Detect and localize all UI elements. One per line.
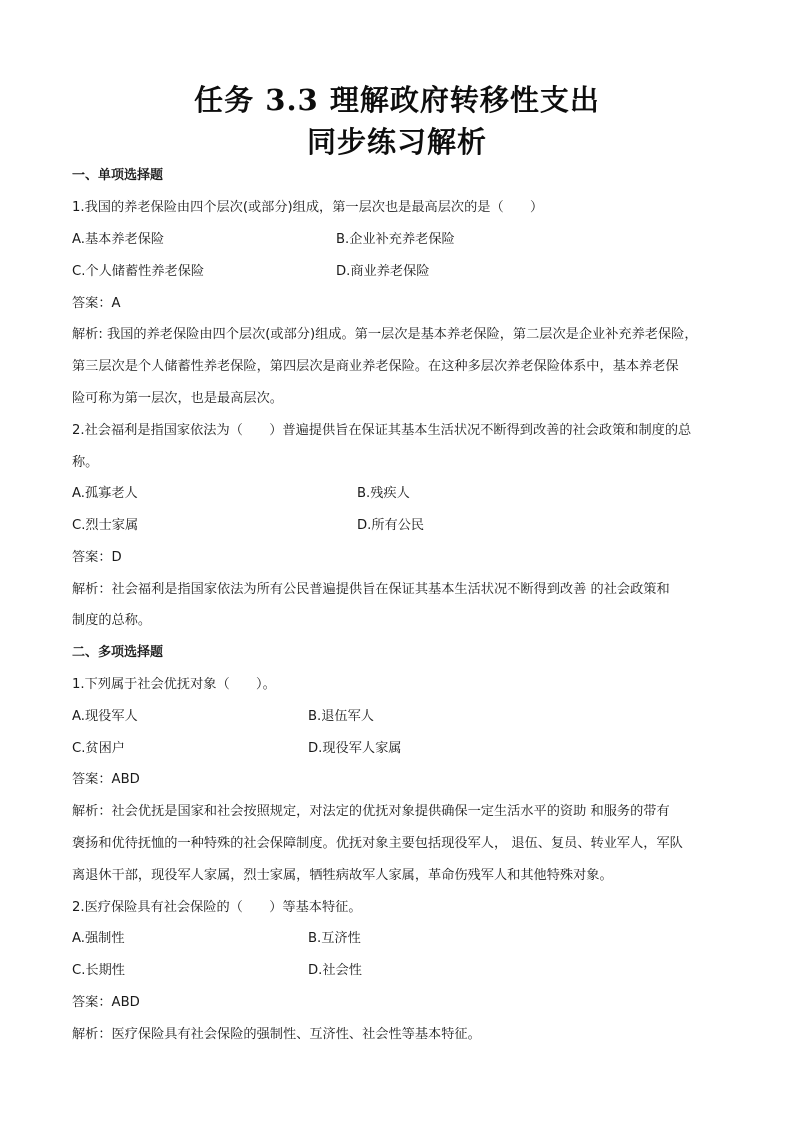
option-a: A.强制性: [72, 931, 125, 946]
option-d: D.现役军人家属: [308, 741, 402, 756]
analysis-line: 险可称为第一层次，也是最高层次。: [72, 391, 283, 406]
option-c: C.贫困户: [72, 741, 125, 756]
answer: 答案：D: [72, 550, 122, 565]
option-c: C.烈士家属: [72, 518, 139, 533]
analysis-line: 解析: 我国的养老保险由四个层次(或部分)组成。第一层次是基本养老保险，第二层次是企业补充养老保险，: [72, 327, 698, 342]
analysis-line: 解析：医疗保险具有社会保险的强制性、互济性、社会性等基本特征。: [72, 1027, 481, 1042]
analysis-line: 解析：社会福利是指国家依法为所有公民普遍提供旨在保证其基本生活状况不断得到改善 的社会政策和: [72, 582, 670, 597]
option-a: A.孤寡老人: [72, 486, 138, 501]
answer: 答案：ABD: [72, 995, 140, 1010]
option-c: C.长期性: [72, 963, 125, 978]
answer: 答案：A: [72, 296, 121, 311]
section-heading-single-choice: 一、单项选择题: [72, 168, 164, 183]
option-c: C.个人储蓄性养老保险: [72, 264, 205, 279]
option-b: B.互济性: [308, 931, 361, 946]
analysis-line: 离退休干部，现役军人家属，烈士家属，牺牲病故军人家属，革命伤残军人和其他特殊对象。: [72, 868, 613, 883]
question-stem: 2.社会福利是指国家依法为（ ）普遍提供旨在保证其基本生活状况不断得到改善的社会政策和制度的总: [72, 423, 692, 438]
analysis-line: 解析：社会优抚是国家和社会按照规定，对法定的优抚对象提供确保一定生活水平的资助 和服务的带有: [72, 804, 670, 819]
question-stem: 称。: [72, 455, 99, 470]
page-subtitle: 同步练习解析: [306, 125, 487, 159]
answer: 答案：ABD: [72, 772, 140, 787]
option-d: D.商业养老保险: [336, 264, 430, 279]
question-stem: 2.医疗保险具有社会保险的（ ）等基本特征。: [72, 900, 362, 915]
question-stem: 1.我国的养老保险由四个层次(或部分)组成，第一层次也是最高层次的是（ ）: [72, 200, 544, 215]
question-stem: 1.下列属于社会优抚对象（ ）。: [72, 677, 276, 692]
option-b: B.企业补充养老保险: [336, 232, 455, 247]
option-a: A.基本养老保险: [72, 232, 165, 247]
page-title: 任务 3.3 理解政府转移性支出: [194, 83, 600, 117]
option-a: A.现役军人: [72, 709, 138, 724]
section-heading-multiple-choice: 二、多项选择题: [72, 645, 164, 660]
option-b: B.退伍军人: [308, 709, 374, 724]
option-b: B.残疾人: [357, 486, 410, 501]
option-d: D.所有公民: [357, 518, 425, 533]
analysis-line: 第三层次是个人储蓄性养老保险，第四层次是商业养老保险。在这种多层次养老保险体系中，基本养老保: [72, 359, 679, 374]
analysis-line: 褒扬和优待抚恤的一种特殊的社会保障制度。优抚对象主要包括现役军人， 退伍、复员、转业军人，军队: [72, 836, 683, 851]
option-d: D.社会性: [308, 963, 362, 978]
analysis-line: 制度的总称。: [72, 613, 152, 628]
